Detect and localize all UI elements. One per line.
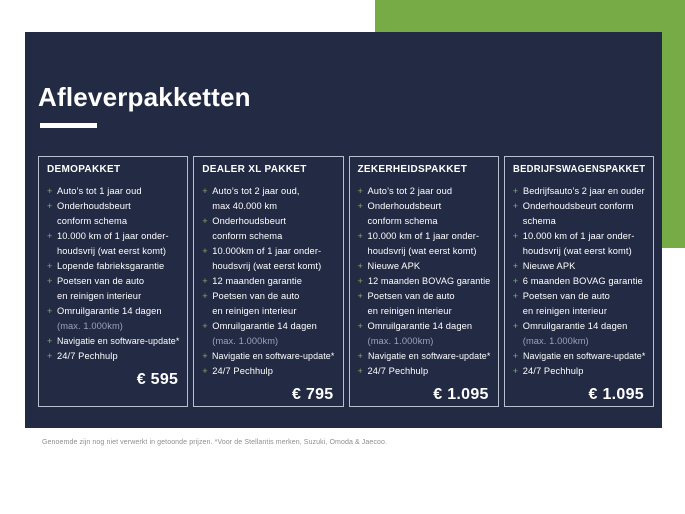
feature-text [523, 349, 645, 364]
plus-bullet-icon: + [202, 276, 208, 286]
feature-text [368, 229, 490, 259]
feature-text [212, 289, 334, 319]
feature-text [523, 259, 645, 274]
feature-line: Omruilgarantie 14 dagen [212, 321, 317, 331]
plus-bullet-icon: + [357, 201, 363, 211]
package-feature [513, 349, 645, 364]
feature-text [368, 319, 490, 349]
plus-bullet-icon: + [512, 261, 519, 271]
plus-bullet-icon: + [512, 291, 519, 301]
plus-bullet-icon: + [512, 201, 519, 211]
plus-bullet-icon: + [512, 276, 519, 286]
package-feature [513, 364, 645, 379]
plus-bullet-icon: + [47, 186, 53, 196]
package-feature [202, 244, 334, 274]
feature-line: 12 maanden BOVAG garantie [367, 276, 490, 286]
plus-bullet-icon: + [357, 231, 363, 241]
package-feature [47, 274, 179, 304]
feature-line: (max. 1.000km) [367, 336, 434, 346]
package-features [513, 184, 645, 379]
feature-line: Poetsen van de auto [367, 291, 455, 301]
package-price: € 795 [291, 386, 334, 403]
package-price: € 1.095 [433, 386, 489, 403]
feature-line: houdsvrij (wat eerst komt) [522, 246, 632, 256]
feature-line: Auto’s tot 2 jaar oud [367, 186, 453, 196]
page-title: Afleverpakketten [38, 82, 251, 112]
feature-text [212, 184, 334, 214]
feature-line: 24/7 Pechhulp [212, 366, 273, 376]
feature-line: en reinigen interieur [212, 306, 297, 316]
package-feature [513, 229, 645, 259]
feature-text [523, 289, 645, 319]
feature-text [523, 319, 645, 349]
plus-bullet-icon: + [357, 366, 363, 376]
package-card [193, 156, 343, 407]
package-feature [513, 274, 645, 289]
feature-line: 24/7 Pechhulp [522, 366, 584, 376]
feature-line: (max. 1.000km) [522, 336, 589, 346]
package-feature [513, 184, 645, 199]
package-feature [202, 364, 334, 379]
package-feature [358, 364, 490, 379]
package-features [358, 184, 490, 379]
feature-line: max 40.000 km [212, 201, 278, 211]
package-feature [358, 289, 490, 319]
feature-line: Navigatie en software-update* [212, 351, 335, 361]
feature-text [523, 364, 645, 379]
feature-line: conform schema [212, 231, 283, 241]
packages-row [38, 156, 654, 407]
package-feature [47, 334, 179, 349]
feature-line: Poetsen van de auto [522, 291, 610, 301]
plus-bullet-icon: + [512, 186, 519, 196]
feature-text [368, 199, 490, 229]
feature-text [57, 304, 179, 334]
feature-line: 24/7 Pechhulp [367, 366, 429, 376]
package-feature [202, 349, 334, 364]
package-feature [358, 274, 490, 289]
feature-line: Navigatie en software-update* [367, 351, 490, 361]
feature-text [523, 229, 645, 259]
feature-text [368, 364, 490, 379]
package-name: DEMOPAKKET [47, 164, 121, 175]
plus-bullet-icon: + [512, 351, 519, 361]
package-features [47, 184, 179, 364]
plus-bullet-icon: + [357, 351, 363, 361]
feature-text [523, 184, 645, 199]
feature-line: Poetsen van de auto [57, 276, 145, 286]
package-feature [47, 184, 179, 199]
package-feature [358, 259, 490, 274]
feature-text [212, 349, 334, 364]
plus-bullet-icon: + [357, 321, 363, 331]
plus-bullet-icon: + [202, 366, 208, 376]
package-feature [358, 184, 490, 199]
plus-bullet-icon: + [512, 366, 519, 376]
package-feature [47, 199, 179, 229]
plus-bullet-icon: + [47, 351, 53, 361]
package-features [202, 184, 334, 379]
feature-text [57, 229, 179, 259]
package-feature [358, 319, 490, 349]
feature-text [523, 199, 645, 229]
feature-line: Navigatie en software-update* [522, 351, 646, 361]
feature-line: Omruilgarantie 14 dagen [367, 321, 473, 331]
feature-line: schema [522, 216, 556, 226]
feature-line: 10.000 km of 1 jaar onder- [522, 231, 635, 241]
feature-text [57, 199, 179, 229]
plus-bullet-icon: + [202, 246, 208, 256]
plus-bullet-icon: + [357, 276, 363, 286]
package-feature [202, 274, 334, 289]
feature-line: Omruilgarantie 14 dagen [57, 306, 162, 316]
feature-line: Navigatie en software-update* [57, 336, 180, 346]
package-feature [47, 349, 179, 364]
feature-line: Omruilgarantie 14 dagen [522, 321, 628, 331]
package-price: € 595 [136, 371, 179, 388]
package-name: BEDRIJFSWAGENSPAKKET [512, 164, 646, 175]
feature-line: Nieuwe APK [367, 261, 421, 271]
package-card [349, 156, 499, 407]
feature-line: conform schema [367, 216, 438, 226]
feature-line: 10.000km of 1 jaar onder- [212, 246, 322, 256]
feature-line: en reinigen interieur [57, 291, 142, 301]
feature-text [523, 274, 645, 289]
feature-line: Onderhoudsbeurt [57, 201, 131, 211]
feature-text [368, 259, 490, 274]
title-underline [40, 123, 97, 128]
package-feature [202, 214, 334, 244]
feature-line: Auto’s tot 2 jaar oud, [212, 186, 300, 196]
package-feature [358, 349, 490, 364]
feature-text [212, 319, 334, 349]
package-feature [358, 229, 490, 259]
feature-text [57, 259, 179, 274]
feature-text [368, 274, 490, 289]
package-feature [202, 319, 334, 349]
plus-bullet-icon: + [47, 336, 53, 346]
feature-line: Onderhoudsbeurt [367, 201, 442, 211]
feature-line: conform schema [57, 216, 128, 226]
feature-line: Lopende fabrieksgarantie [57, 261, 165, 271]
feature-text [57, 184, 179, 199]
feature-line: Onderhoudsbeurt [212, 216, 287, 226]
plus-bullet-icon: + [47, 306, 53, 316]
plus-bullet-icon: + [512, 231, 519, 241]
feature-line: 10.000 km of 1 jaar onder- [367, 231, 480, 241]
plus-bullet-icon: + [47, 201, 53, 211]
package-feature [202, 184, 334, 214]
feature-line: en reinigen interieur [522, 306, 608, 316]
feature-line: Onderhoudsbeurt conform [522, 201, 634, 211]
package-feature [513, 259, 645, 274]
feature-line: houdsvrij (wat eerst komt) [57, 246, 167, 256]
feature-text [57, 349, 179, 364]
plus-bullet-icon: + [47, 231, 53, 241]
package-name: DEALER XL PAKKET [202, 164, 307, 175]
feature-line: 12 maanden garantie [212, 276, 303, 286]
plus-bullet-icon: + [357, 291, 363, 301]
footnote: Genoemde zijn nog niet verwerkt in getoonde prijzen. *Voor de Stellantis merken, Suzuki, Omoda & Jaecoo. [42, 439, 388, 446]
plus-bullet-icon: + [47, 261, 53, 271]
package-name: ZEKERHEIDSPAKKET [357, 164, 468, 175]
package-feature [47, 259, 179, 274]
feature-text [212, 274, 334, 289]
feature-line: houdsvrij (wat eerst komt) [367, 246, 477, 256]
feature-text [57, 334, 179, 349]
feature-text [368, 184, 490, 199]
main-panel [25, 32, 662, 428]
plus-bullet-icon: + [47, 276, 53, 286]
feature-line: en reinigen interieur [367, 306, 452, 316]
package-feature [513, 199, 645, 229]
plus-bullet-icon: + [202, 351, 208, 361]
feature-line: 24/7 Pechhulp [57, 351, 118, 361]
feature-line: Nieuwe APK [522, 261, 576, 271]
feature-line: (max. 1.000km) [212, 336, 279, 346]
package-card [504, 156, 654, 407]
package-feature [513, 319, 645, 349]
plus-bullet-icon: + [202, 216, 208, 226]
feature-text [212, 244, 334, 274]
feature-text [212, 364, 334, 379]
feature-line: houdsvrij (wat eerst komt) [212, 261, 322, 271]
plus-bullet-icon: + [357, 261, 363, 271]
feature-line: (max. 1.000km) [57, 321, 123, 331]
feature-text [368, 349, 490, 364]
plus-bullet-icon: + [202, 321, 208, 331]
feature-line: 6 maanden BOVAG garantie [522, 276, 643, 286]
package-feature [47, 229, 179, 259]
package-feature [202, 289, 334, 319]
feature-text [57, 274, 179, 304]
plus-bullet-icon: + [512, 321, 519, 331]
package-feature [358, 199, 490, 229]
package-price: € 1.095 [588, 386, 644, 403]
feature-line: Auto’s tot 1 jaar oud [57, 186, 142, 196]
package-feature [513, 289, 645, 319]
feature-line: Poetsen van de auto [212, 291, 300, 301]
plus-bullet-icon: + [202, 291, 208, 301]
feature-line: 10.000 km of 1 jaar onder- [57, 231, 169, 241]
feature-text [368, 289, 490, 319]
package-card [38, 156, 188, 407]
plus-bullet-icon: + [357, 186, 363, 196]
plus-bullet-icon: + [202, 186, 208, 196]
feature-line: Bedrijfsauto’s 2 jaar en ouder [522, 186, 645, 196]
package-feature [47, 304, 179, 334]
feature-text [212, 214, 334, 244]
